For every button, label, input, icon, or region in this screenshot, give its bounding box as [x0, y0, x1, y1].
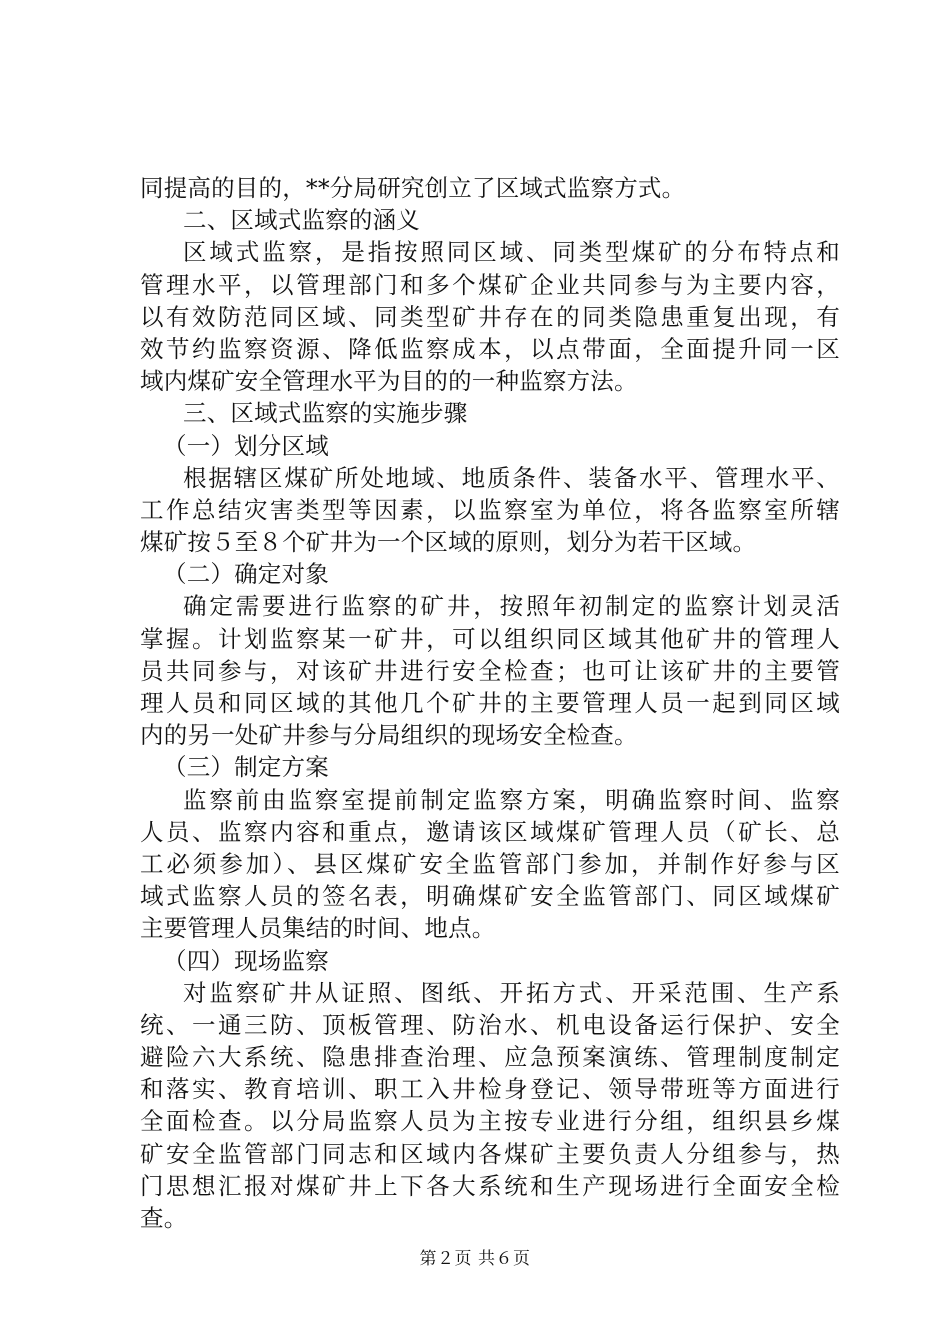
text-line: 查。	[140, 1204, 188, 1232]
text-line: 管理水平，以管理部门和多个煤矿企业共同参与为主要内容，	[140, 270, 840, 299]
text-line: （一）划分区域	[163, 431, 329, 460]
text-line: 人员、监察内容和重点，邀请该区域煤矿管理人员（矿长、总	[140, 817, 840, 846]
text-line: 以有效防范同区域、同类型矿井存在的同类隐患重复出现，有	[140, 302, 840, 331]
text-line: （四）现场监察	[163, 946, 329, 975]
text-line: 根据辖区煤矿所处地域、地质条件、装备水平、管理水平、	[183, 463, 840, 492]
text-line: （二）确定对象	[163, 560, 329, 589]
document-body	[140, 172, 840, 1234]
page-footer: 第２页 共６页	[419, 1249, 531, 1269]
text-line: 区域式监察，是指按照同区域、同类型煤矿的分布特点和	[183, 238, 840, 267]
text-line: 煤矿按５至８个矿井为一个区域的原则，划分为若干区域。	[140, 528, 757, 557]
text-line: 工必须参加）、县区煤矿安全监管部门参加，并制作好参与区	[140, 849, 840, 878]
text-line: 理人员和同区域的其他几个矿井的主要管理人员一起到同区域	[140, 689, 840, 717]
text-line: 统、一通三防、顶板管理、防治水、机电设备运行保护、安全	[140, 1010, 840, 1039]
text-line: 域式监察人员的签名表，明确煤矿安全监管部门、同区域煤矿	[140, 882, 840, 911]
text-line: 矿安全监管部门同志和区域内各煤矿主要负责人分组参与，热	[140, 1139, 840, 1168]
text-line: 二、区域式监察的涵义	[183, 206, 420, 235]
text-line: 全面检查。以分局监察人员为主按专业进行分组，组织县乡煤	[140, 1107, 840, 1136]
text-line: 内的另一处矿井参与分局组织的现场安全检查。	[140, 721, 638, 750]
text-line: 掌握。计划监察某一矿井，可以组织同区域其他矿井的管理人	[140, 624, 840, 653]
text-line: 三、区域式监察的实施步骤	[183, 399, 468, 428]
text-line: 确定需要进行监察的矿井，按照年初制定的监察计划灵活	[183, 592, 840, 621]
text-line: 主要管理人员集结的时间、地点。	[140, 914, 496, 943]
text-line: 效节约监察资源、降低监察成本，以点带面，全面提升同一区	[140, 334, 840, 363]
text-line: 同提高的目的，**分局研究创立了区域式监察方式。	[140, 174, 686, 202]
text-line: 和落实、教育培训、职工入井检身登记、领导带班等方面进行	[140, 1075, 840, 1104]
text-line: （三）制定方案	[163, 753, 329, 782]
text-line: 监察前由监察室提前制定监察方案，明确监察时间、监察	[183, 785, 840, 814]
text-line: 避险六大系统、隐患排查治理、应急预案演练、管理制度制定	[140, 1043, 840, 1072]
text-line: 员共同参与，对该矿井进行安全检查；也可让该矿井的主要管	[140, 656, 840, 685]
text-line: 域内煤矿安全管理水平为目的的一种监察方法。	[140, 367, 638, 396]
text-line: 工作总结灾害类型等因素，以监察室为单位，将各监察室所辖	[140, 495, 840, 524]
text-line: 门思想汇报对煤矿井上下各大系统和生产现场进行全面安全检	[140, 1171, 840, 1200]
text-line: 对监察矿井从证照、图纸、开拓方式、开采范围、生产系	[183, 978, 840, 1007]
